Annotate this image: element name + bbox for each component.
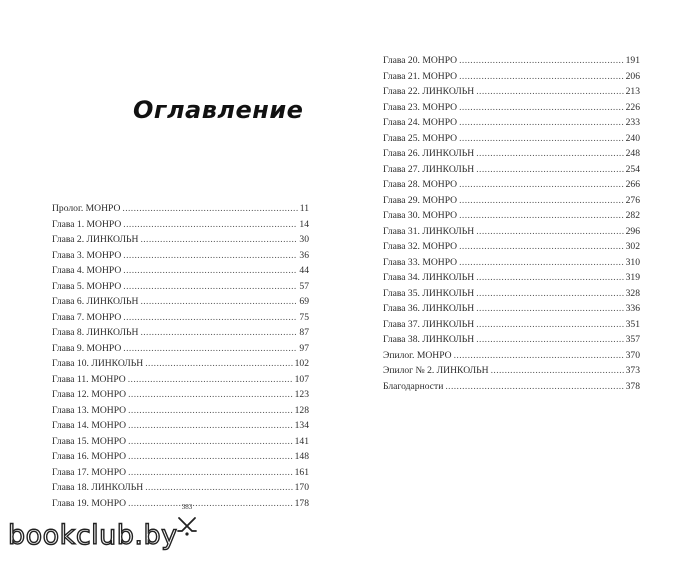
toc-entry-label: Глава 28. МОНРО	[383, 179, 458, 190]
toc-entry-page: 128	[294, 404, 309, 416]
toc-entry-page: 336	[625, 303, 640, 314]
toc-dot-leader	[128, 372, 293, 388]
toc-entry	[52, 248, 309, 264]
toc-entry	[383, 53, 640, 69]
toc-entry-label: Глава 29. МОНРО	[383, 194, 458, 206]
toc-entry-page: 36	[299, 249, 309, 261]
toc-entry	[52, 465, 309, 481]
toc-entry-page: 30	[299, 234, 309, 245]
toc-entry-label: Глава 9. МОНРО	[52, 342, 122, 354]
toc-entry	[52, 201, 309, 217]
toc-entry-label: Глава 33. МОНРО	[383, 256, 458, 268]
toc-entry	[52, 325, 309, 341]
toc-entry	[383, 208, 640, 224]
toc-entry-label: Глава 31. ЛИНКОЛЬН	[383, 225, 475, 237]
toc-dot-leader	[123, 217, 297, 233]
toc-dot-leader	[140, 232, 297, 248]
toc-entry-page: 75	[299, 311, 309, 323]
toc-entry	[52, 403, 309, 419]
page-number: 383	[181, 503, 193, 511]
toc-entry-label: Глава 20. МОНРО	[383, 55, 458, 66]
toc-entry-page: 148	[294, 451, 309, 462]
toc-entry-page: 282	[625, 210, 640, 221]
toc-entry-page: 378	[625, 380, 640, 392]
toc-entry	[52, 418, 309, 434]
toc-dot-leader	[145, 356, 292, 372]
toc-entry-label: Глава 15. МОНРО	[52, 435, 127, 447]
toc-entry	[383, 363, 640, 379]
toc-dot-leader	[122, 201, 297, 217]
toc-entry-page: 213	[625, 86, 640, 97]
toc-dot-leader	[476, 270, 623, 286]
toc-entry	[383, 224, 640, 240]
toc-entry	[383, 270, 640, 286]
toc-dot-leader	[145, 480, 292, 496]
toc-title: Оглавление	[133, 96, 304, 124]
toc-entry	[52, 372, 309, 388]
toc-entry-label: Глава 25. МОНРО	[383, 132, 458, 144]
toc-entry	[52, 279, 309, 295]
toc-entry-page: 123	[294, 389, 309, 400]
toc-entry	[383, 286, 640, 302]
toc-entry-label: Глава 26. ЛИНКОЛЬН	[383, 148, 475, 159]
toc-entry-page: 87	[299, 327, 309, 338]
toc-entry-page: 57	[299, 280, 309, 292]
toc-entry	[383, 193, 640, 209]
toc-entry	[383, 332, 640, 348]
toc-entry-page: 276	[625, 194, 640, 206]
toc-entry-page: 296	[625, 225, 640, 237]
toc-entry	[52, 387, 309, 403]
toc-right-column	[383, 53, 640, 394]
toc-entry-label: Глава 35. ЛИНКОЛЬН	[383, 287, 475, 299]
toc-dot-leader	[128, 403, 293, 419]
toc-dot-leader	[128, 387, 293, 403]
toc-entry-label: Глава 17. МОНРО	[52, 466, 127, 478]
toc-entry	[52, 341, 309, 357]
toc-entry-page: 370	[625, 349, 640, 361]
toc-entry	[383, 146, 640, 162]
toc-dot-leader	[459, 177, 624, 193]
toc-entry	[383, 239, 640, 255]
toc-entry-label: Глава 7. МОНРО	[52, 311, 122, 323]
toc-dot-leader	[459, 193, 624, 209]
toc-entry-label: Глава 19. МОНРО	[52, 497, 127, 509]
toc-entry	[52, 434, 309, 450]
toc-dot-leader	[123, 279, 297, 295]
toc-entry-page: 319	[625, 272, 640, 283]
toc-entry-page: 266	[625, 179, 640, 190]
toc-dot-leader	[123, 263, 297, 279]
toc-dot-leader	[459, 208, 624, 224]
toc-entry-page: 351	[625, 318, 640, 330]
toc-entry-label: Глава 14. МОНРО	[52, 420, 127, 431]
toc-entry-page: 170	[294, 482, 309, 493]
toc-entry-page: 254	[625, 163, 640, 175]
toc-entry-label: Глава 1. МОНРО	[52, 218, 122, 230]
toc-entry-label: Глава 4. МОНРО	[52, 265, 122, 276]
toc-entry	[52, 310, 309, 326]
toc-entry-page: 69	[299, 296, 309, 307]
toc-entry	[52, 232, 309, 248]
toc-dot-leader	[123, 248, 297, 264]
toc-entry-page: 328	[625, 287, 640, 299]
toc-entry-label: Глава 37. ЛИНКОЛЬН	[383, 318, 475, 330]
toc-dot-leader	[128, 418, 293, 434]
toc-entry-label: Глава 5. МОНРО	[52, 280, 122, 292]
toc-entry-page: 97	[299, 342, 309, 354]
toc-entry-label: Глава 10. ЛИНКОЛЬН	[52, 358, 144, 369]
toc-entry-label: Благодарности	[383, 380, 444, 392]
toc-entry-label: Глава 32. МОНРО	[383, 241, 458, 252]
toc-entry-label: Глава 23. МОНРО	[383, 101, 458, 113]
toc-entry	[383, 348, 640, 364]
toc-dot-leader	[123, 310, 297, 326]
toc-entry-label: Глава 13. МОНРО	[52, 404, 127, 416]
toc-entry-page: 44	[299, 265, 309, 276]
toc-entry-label: Глава 22. ЛИНКОЛЬН	[383, 86, 475, 97]
toc-entry	[52, 449, 309, 465]
toc-dot-leader	[459, 53, 624, 69]
toc-entry-page: 233	[625, 117, 640, 128]
toc-entry-page: 226	[625, 101, 640, 113]
toc-dot-leader	[128, 496, 293, 512]
toc-entry-label: Глава 8. ЛИНКОЛЬН	[52, 327, 139, 338]
toc-entry	[383, 131, 640, 147]
toc-entry-label: Глава 34. ЛИНКОЛЬН	[383, 272, 475, 283]
toc-entry-page: 302	[625, 241, 640, 252]
toc-dot-leader	[476, 146, 623, 162]
toc-dot-leader	[454, 348, 624, 364]
toc-entry-label: Глава 2. ЛИНКОЛЬН	[52, 234, 139, 245]
toc-dot-leader	[476, 84, 623, 100]
toc-entry-label: Глава 16. МОНРО	[52, 451, 127, 462]
toc-entry-label: Глава 11. МОНРО	[52, 373, 126, 385]
toc-entry	[383, 100, 640, 116]
watermark-bookclub: bookclub.by	[8, 520, 178, 551]
toc-entry-page: 11	[299, 203, 309, 214]
toc-entry	[383, 84, 640, 100]
toc-entry-label: Глава 24. МОНРО	[383, 117, 458, 128]
toc-dot-leader	[459, 131, 624, 147]
toc-entry-label: Пролог. МОНРО	[52, 203, 121, 214]
toc-entry-page: 310	[625, 256, 640, 268]
toc-dot-leader	[459, 115, 624, 131]
toc-entry-label: Эпилог № 2. ЛИНКОЛЬН	[383, 365, 489, 376]
toc-entry-label: Глава 6. ЛИНКОЛЬН	[52, 296, 139, 307]
toc-entry	[52, 356, 309, 372]
toc-dot-leader	[476, 317, 623, 333]
toc-entry-label: Глава 18. ЛИНКОЛЬН	[52, 482, 144, 493]
toc-entry	[383, 301, 640, 317]
toc-entry	[52, 217, 309, 233]
toc-entry-label: Глава 30. МОНРО	[383, 210, 458, 221]
toc-entry-page: 373	[625, 365, 640, 376]
toc-dot-leader	[123, 341, 297, 357]
toc-entry-page: 191	[625, 55, 640, 66]
toc-entry-page: 14	[299, 218, 309, 230]
toc-entry	[52, 263, 309, 279]
toc-entry	[52, 480, 309, 496]
toc-entry	[383, 115, 640, 131]
toc-dot-leader	[476, 224, 623, 240]
toc-left-column	[52, 201, 309, 511]
toc-entry-page: 206	[625, 70, 640, 82]
toc-entry	[383, 162, 640, 178]
toc-entry	[383, 379, 640, 395]
toc-entry-label: Эпилог. МОНРО	[383, 349, 452, 361]
toc-dot-leader	[140, 294, 297, 310]
toc-dot-leader	[476, 286, 623, 302]
toc-dot-leader	[476, 332, 623, 348]
toc-entry-label: Глава 36. ЛИНКОЛЬН	[383, 303, 475, 314]
toc-entry-label: Глава 21. МОНРО	[383, 70, 458, 82]
toc-dot-leader	[459, 69, 624, 85]
toc-entry-label: Глава 3. МОНРО	[52, 249, 122, 261]
toc-dot-leader	[476, 301, 623, 317]
toc-entry-page: 248	[625, 148, 640, 159]
toc-entry	[383, 177, 640, 193]
toc-entry-page: 178	[294, 497, 309, 509]
toc-dot-leader	[459, 239, 624, 255]
toc-entry-label: Глава 27. ЛИНКОЛЬН	[383, 163, 475, 175]
toc-dot-leader	[459, 100, 624, 116]
toc-entry-page: 141	[294, 435, 309, 447]
toc-entry	[52, 294, 309, 310]
toc-dot-leader	[459, 255, 624, 271]
toc-entry-page: 161	[294, 466, 309, 478]
toc-entry-label: Глава 12. МОНРО	[52, 389, 127, 400]
toc-entry-page: 102	[294, 358, 309, 369]
toc-dot-leader	[140, 325, 297, 341]
toc-dot-leader	[476, 162, 623, 178]
toc-entry-page: 134	[294, 420, 309, 431]
toc-dot-leader	[128, 434, 293, 450]
toc-entry	[383, 69, 640, 85]
toc-entry	[383, 255, 640, 271]
toc-entry-page: 107	[294, 373, 309, 385]
toc-dot-leader	[128, 465, 293, 481]
toc-dot-leader	[445, 379, 623, 395]
toc-entry-page: 357	[625, 334, 640, 345]
toc-entry-page: 240	[625, 132, 640, 144]
toc-entry	[383, 317, 640, 333]
toc-dot-leader	[128, 449, 293, 465]
toc-entry-label: Глава 38. ЛИНКОЛЬН	[383, 334, 475, 345]
toc-dot-leader	[491, 363, 624, 379]
